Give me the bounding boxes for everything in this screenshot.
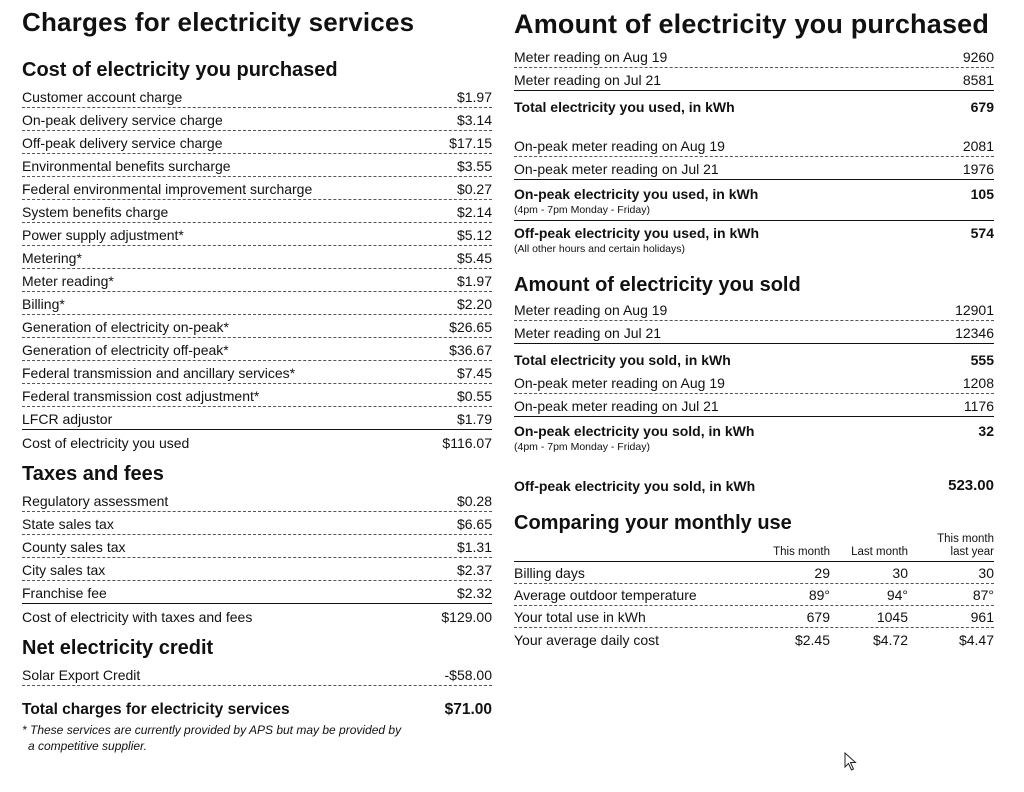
cost-items-list (22, 85, 492, 453)
footnote: * These services are currently provided by APS but may be provided by a competitive supplier. (22, 723, 402, 753)
meter-reading-row: Meter reading on Jul 21 8581 (514, 68, 994, 91)
sold-section (514, 298, 994, 496)
compare-title: Comparing your monthly use (514, 512, 792, 534)
cost-row: Environmental benefits surcharge $3.55 (22, 154, 492, 177)
tax-row: State sales tax $6.65 (22, 512, 492, 535)
compare-header: This month Last month This month last year (514, 536, 994, 562)
compare-row: Your average daily cost $2.45 $4.72 $4.47 (514, 632, 994, 648)
tax-row: County sales tax $1.31 (22, 535, 492, 558)
cost-row: Customer account charge $1.97 (22, 85, 492, 108)
meter-reading-row: Meter reading on Aug 19 9260 (514, 48, 994, 68)
grand-total-row: Total charges for electricity services $71.00 (22, 701, 492, 718)
cost-row: Federal environmental improvement surcharge $0.27 (22, 177, 492, 200)
offpeak-hours-note: (All other hours and certain holidays) (514, 243, 686, 255)
charges-title: Charges for electricity services (22, 7, 415, 37)
cost-row: Generation of electricity off-peak* $36.67 (22, 338, 492, 361)
sold-onpeak-row: On-peak meter reading on Aug 19 1208 (514, 370, 994, 394)
offpeak-sold-row: Off-peak electricity you sold, in kWh 523.00 (514, 477, 994, 494)
tax-row: Regulatory assessment $0.28 (22, 489, 492, 512)
cost-row: Metering* $5.45 (22, 246, 492, 269)
onpeak-reading-row: On-peak meter reading on Jul 21 1976 (514, 157, 994, 180)
mouse-pointer-icon (844, 752, 858, 777)
usage-column (514, 0, 994, 650)
cost-row: System benefits charge $2.14 (22, 200, 492, 223)
tax-row: City sales tax $2.37 (22, 558, 492, 581)
tax-total-row: Cost of electricity with taxes and fees $129.00 (22, 609, 492, 625)
solar-credit-row: Solar Export Credit -$58.00 (22, 663, 492, 686)
sold-meter-row: Meter reading on Aug 19 12901 (514, 298, 994, 321)
sold-onpeak-note: (4pm - 7pm Monday - Friday) (514, 441, 650, 453)
cost-row: Federal transmission and ancillary services* $7.45 (22, 361, 492, 384)
cost-row: LFCR adjustor $1.79 (22, 407, 492, 430)
tax-items-list (22, 489, 492, 627)
sold-onpeak-row: On-peak meter reading on Jul 21 1176 (514, 394, 994, 417)
onpeak-used-row: On-peak electricity you used, in kWh 105 (514, 186, 994, 202)
cost-row: Generation of electricity on-peak* $26.65 (22, 315, 492, 338)
compare-row: Your total use in kWh 679 1045 961 (514, 606, 994, 628)
taxes-section-title: Taxes and fees (22, 463, 164, 485)
total-sold-row: Total electricity you sold, in kWh 555 (514, 352, 994, 368)
cost-row: Meter reading* $1.97 (22, 269, 492, 292)
compare-table (514, 533, 994, 650)
cost-row: Off-peak delivery service charge $17.15 (22, 131, 492, 154)
compare-row: Average outdoor temperature 89° 94° 87° (514, 584, 994, 606)
sold-title: Amount of electricity you sold (514, 274, 801, 296)
cost-row: Federal transmission cost adjustment* $0.55 (22, 384, 492, 407)
onpeak-sold-row: On-peak electricity you sold, in kWh 32 (514, 423, 994, 439)
sold-meter-row: Meter reading on Jul 21 12346 (514, 321, 994, 344)
onpeak-hours-note: (4pm - 7pm Monday - Friday) (514, 204, 994, 221)
tax-row: Franchise fee $2.32 (22, 581, 492, 604)
purchased-title: Amount of electricity you purchased (514, 9, 990, 39)
charges-column (22, 0, 492, 754)
onpeak-reading-row: On-peak meter reading on Aug 19 2081 (514, 117, 994, 157)
cost-row: On-peak delivery service charge $3.14 (22, 108, 492, 131)
total-used-row: Total electricity you used, in kWh 679 (514, 99, 994, 115)
compare-row: Billing days 29 30 30 (514, 562, 994, 584)
cost-row: Power supply adjustment* $5.12 (22, 223, 492, 246)
credit-section-title: Net electricity credit (22, 637, 214, 659)
cost-total-row: Cost of electricity you used $116.07 (22, 435, 492, 451)
cost-row: Billing* $2.20 (22, 292, 492, 315)
purchased-section (514, 48, 994, 256)
cost-section-title: Cost of electricity you purchased (22, 59, 338, 81)
offpeak-used-row: Off-peak electricity you used, in kWh 574 (514, 225, 994, 241)
